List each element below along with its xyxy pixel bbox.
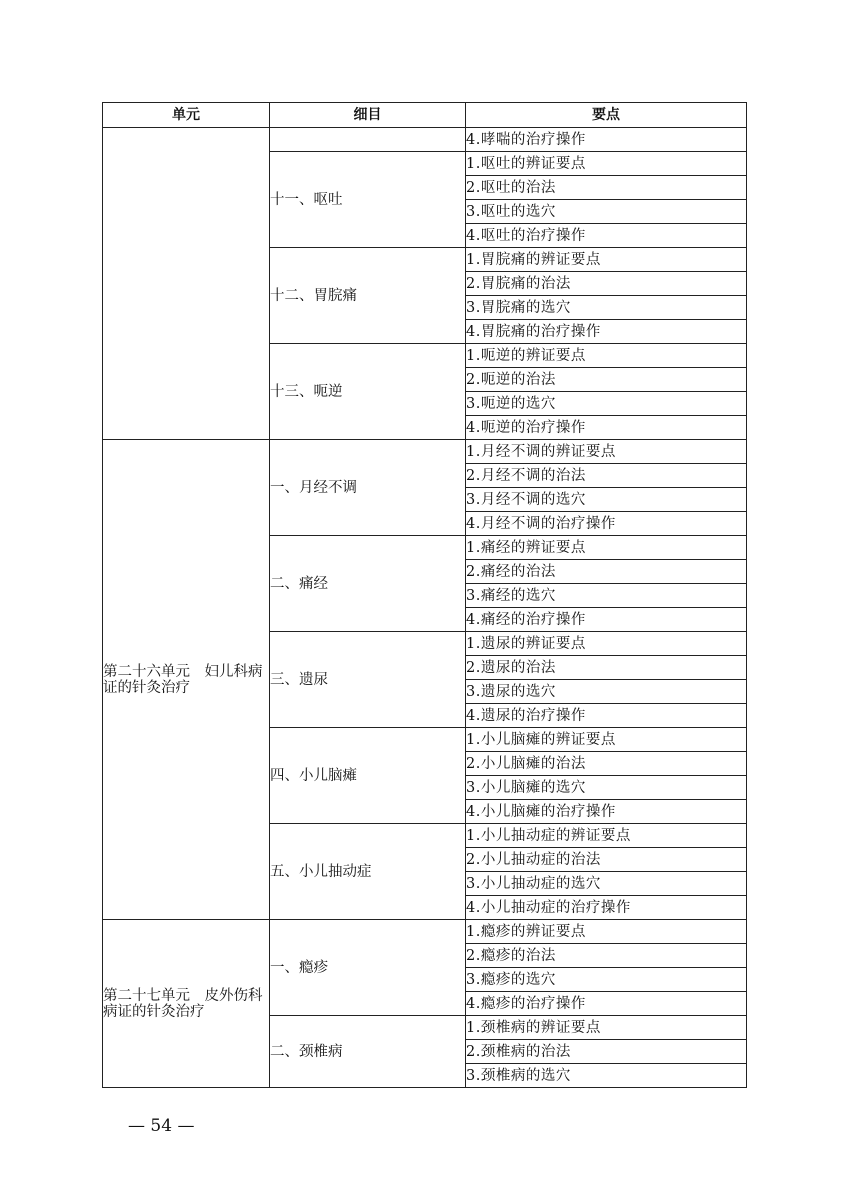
- point-cell: 4.遗尿的治疗操作: [466, 704, 747, 728]
- point-cell: 2.胃脘痛的治法: [466, 272, 747, 296]
- unit-cell: 第二十七单元 皮外伤科病证的针灸治疗: [103, 920, 270, 1088]
- header-item: 细目: [270, 103, 466, 128]
- point-cell: 4.瘾疹的治疗操作: [466, 992, 747, 1016]
- point-cell: 3.呕吐的选穴: [466, 200, 747, 224]
- point-cell: 1.小儿抽动症的辨证要点: [466, 824, 747, 848]
- point-cell: 2.呕吐的治法: [466, 176, 747, 200]
- table-row: [103, 440, 747, 464]
- point-cell: 4.痛经的治疗操作: [466, 608, 747, 632]
- point-cell: 4.呃逆的治疗操作: [466, 416, 747, 440]
- point-cell: 1.呕吐的辨证要点: [466, 152, 747, 176]
- item-cell: 二、颈椎病: [270, 1016, 466, 1088]
- item-cell: 一、月经不调: [270, 440, 466, 536]
- point-cell: 4.小儿脑瘫的治疗操作: [466, 800, 747, 824]
- point-cell: 3.痛经的选穴: [466, 584, 747, 608]
- item-cell: 十二、胃脘痛: [270, 248, 466, 344]
- point-cell: 1.颈椎病的辨证要点: [466, 1016, 747, 1040]
- table-body: [103, 128, 747, 1088]
- point-cell: 1.月经不调的辨证要点: [466, 440, 747, 464]
- page-number: — 54 —: [128, 1116, 195, 1136]
- point-cell: 3.小儿抽动症的选穴: [466, 872, 747, 896]
- point-cell: 3.颈椎病的选穴: [466, 1064, 747, 1088]
- header-point: 要点: [466, 103, 747, 128]
- item-cell: 三、遗尿: [270, 632, 466, 728]
- point-cell: 1.小儿脑瘫的辨证要点: [466, 728, 747, 752]
- point-cell: 3.遗尿的选穴: [466, 680, 747, 704]
- point-cell: 4.胃脘痛的治疗操作: [466, 320, 747, 344]
- point-cell: 3.月经不调的选穴: [466, 488, 747, 512]
- point-cell: 3.瘾疹的选穴: [466, 968, 747, 992]
- item-cell: [270, 128, 466, 152]
- item-cell: 四、小儿脑瘫: [270, 728, 466, 824]
- table-row: [103, 128, 747, 152]
- point-cell: 2.痛经的治法: [466, 560, 747, 584]
- point-cell: 2.遗尿的治法: [466, 656, 747, 680]
- table-row: [103, 920, 747, 944]
- point-cell: 1.胃脘痛的辨证要点: [466, 248, 747, 272]
- point-cell: 1.呃逆的辨证要点: [466, 344, 747, 368]
- point-cell: 4.月经不调的治疗操作: [466, 512, 747, 536]
- point-cell: 4.呕吐的治疗操作: [466, 224, 747, 248]
- point-cell: 3.呃逆的选穴: [466, 392, 747, 416]
- item-cell: 五、小儿抽动症: [270, 824, 466, 920]
- point-cell: 4.小儿抽动症的治疗操作: [466, 896, 747, 920]
- point-cell: 2.小儿脑瘫的治法: [466, 752, 747, 776]
- item-cell: 十三、呃逆: [270, 344, 466, 440]
- point-cell: 1.遗尿的辨证要点: [466, 632, 747, 656]
- item-cell: 十一、呕吐: [270, 152, 466, 248]
- point-cell: 1.瘾疹的辨证要点: [466, 920, 747, 944]
- header-unit: 单元: [103, 103, 270, 128]
- table-header-row: [103, 103, 747, 128]
- point-cell: 2.瘾疹的治法: [466, 944, 747, 968]
- point-cell: 3.胃脘痛的选穴: [466, 296, 747, 320]
- point-cell: 2.月经不调的治法: [466, 464, 747, 488]
- item-cell: 二、痛经: [270, 536, 466, 632]
- unit-cell: 第二十六单元 妇儿科病证的针灸治疗: [103, 440, 270, 920]
- point-cell: 1.痛经的辨证要点: [466, 536, 747, 560]
- unit-cell: [103, 128, 270, 440]
- point-cell: 2.颈椎病的治法: [466, 1040, 747, 1064]
- point-cell: 2.呃逆的治法: [466, 368, 747, 392]
- syllabus-table: [102, 102, 747, 1088]
- item-cell: 一、瘾疹: [270, 920, 466, 1016]
- point-cell: 3.小儿脑瘫的选穴: [466, 776, 747, 800]
- point-cell: 4.哮喘的治疗操作: [466, 128, 747, 152]
- point-cell: 2.小儿抽动症的治法: [466, 848, 747, 872]
